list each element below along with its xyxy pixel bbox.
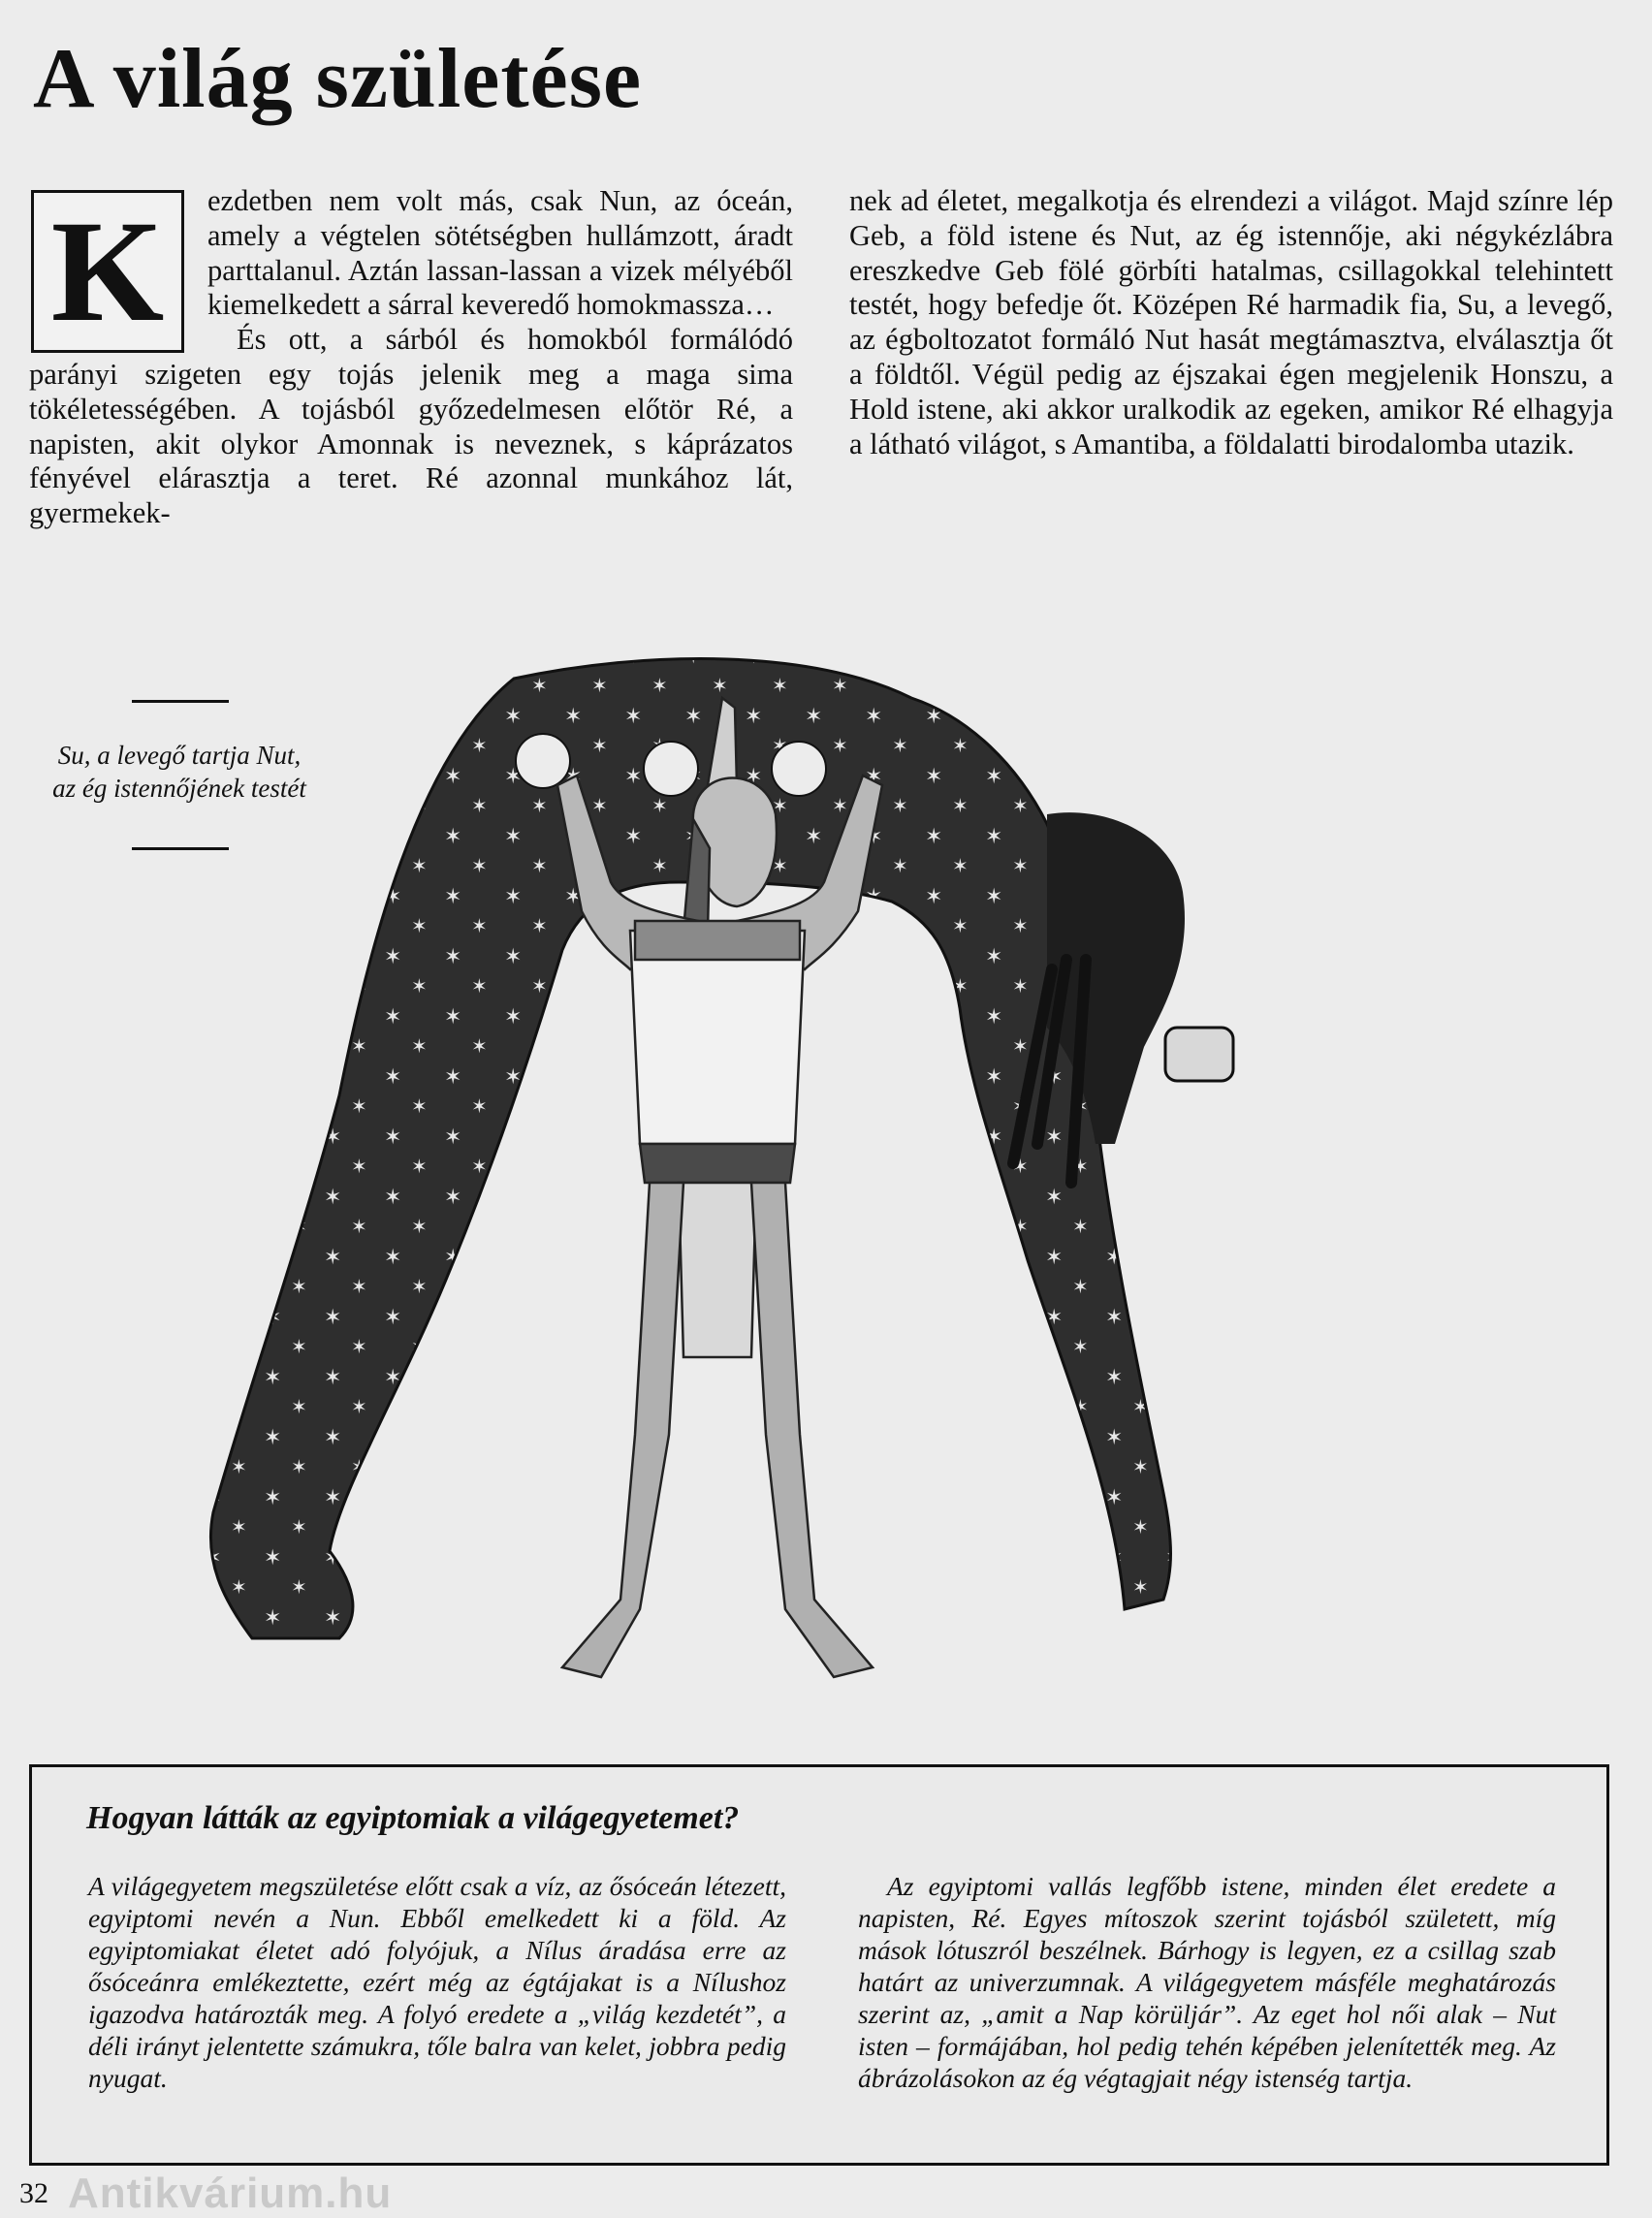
body-hole-2	[644, 742, 698, 796]
info-box-right-text: Az egyiptomi vallás legfőbb istene, minden élet eredete a napisten, Ré. Egyes mítoszok szerint tojásból született, míg mások lótuszról beszélnek. Bárhogy is legyen, ez a csillag szab határt az univerzumnak. A világegyetem másféle meghatározás szerint az, „amit a Nap körüljár”. Az eget hol női alak – Nut isten – formájában, hol pedig tehén képében jelenítették meg. Az ábrázolásokon az ég végtagjait négy istenség tartja.	[858, 1871, 1556, 2093]
nut-and-shu-illustration	[194, 640, 1454, 1706]
dropcap: K	[31, 190, 184, 353]
article-paragraph-1: ezdetben nem volt más, csak Nun, az óceán, amely a végtelen sötétségben hullámzott, áradt parttalanul. Aztán lassan-lassan a vizek mélyéből kiemelkedett a sárral keveredő homokmassza…	[207, 184, 793, 322]
info-box-left-column	[88, 1870, 786, 2094]
page-number: 32	[19, 2177, 48, 2209]
article-right-column	[849, 184, 1613, 461]
info-box	[29, 1764, 1609, 2166]
info-box-title: Hogyan látták az egyiptomiak a világegyetemet?	[86, 1800, 740, 1836]
watermark: Antikvárium.hu	[68, 2170, 393, 2217]
body-hole-3	[772, 742, 826, 796]
article-left-column	[29, 184, 793, 531]
article-paragraph-2: És ott, a sárból és homokból formálódó parányi szigeten egy tojás jelenik meg a maga sima tökéletességében. A tojásból győzedelmesen előtör Ré, a napisten, akit olykor Amonnak is neveznek, s káprázatos fényével elárasztja a teret. Ré azonnal munkához lát, gyermekek-	[29, 323, 793, 530]
article-paragraph-3: nek ad életet, megalkotja és elrendezi a világot. Majd színre lép Geb, a föld istene és Nut, az ég istennője, aki négykézlábra ereszkedve Geb fölé görbíti hatalmas, csillagokkal telehintett testét, hogy befedje őt. Középen Ré harmadik fia, Su, a levegő, az égboltozatot formáló Nut hasát megtámasztva, elválasztja őt a földtől. Végül pedig az éjszakai égen megjelenik Honszu, a Hold istene, aki akkor uralkodik az egeken, amikor Ré elhagyja a látható világot, s Amantiba, a földalatti birodalomba utazik.	[849, 184, 1613, 460]
body-hole-1	[516, 734, 570, 788]
info-box-left-text: A világegyetem megszületése előtt csak a víz, az ősóceán létezett, egyiptomi nevén a Nun. Ebből emelkedett ki a föld. Az egyiptomiakat életet adó folyójuk, a Nílus áradása erre az ősóceánra emlékeztette, ezért még az égtájakat is a Nílushoz igazodva határozták meg. A folyó eredete a „világ kezdetét”, a déli irányt jelentette számukra, tőle balra van kelet, jobbra pedig nyugat.	[88, 1871, 786, 2093]
page-title: A világ születése	[33, 32, 643, 126]
nut-armband	[1165, 1028, 1233, 1081]
info-box-right-column	[858, 1870, 1556, 2094]
illustration-caption: Su, a levegő tartja Nut, az ég istennőjének testét	[52, 741, 306, 803]
